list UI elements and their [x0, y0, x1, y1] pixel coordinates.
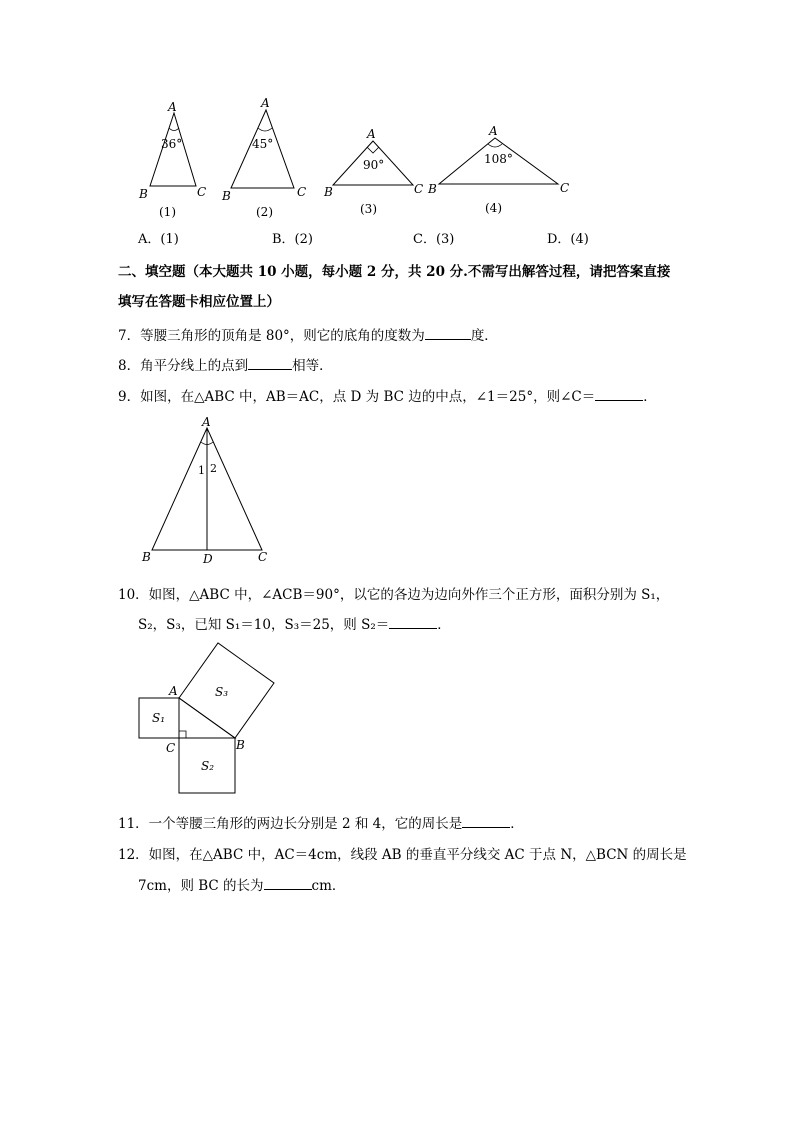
t1-angle-label: 36°	[161, 137, 183, 151]
figure-q9	[130, 410, 290, 570]
t3-left-label: B	[324, 185, 333, 199]
q10-text: S₂，S₃，已知 S₁＝10，S₃＝25，则 S₂＝	[138, 617, 390, 633]
section-heading-line2: 填写在答题卡相应位置上）	[118, 294, 280, 310]
fig9-c-label: C	[258, 550, 268, 564]
option-b: B．(2)	[272, 232, 313, 247]
fig10-s2-label: S₂	[201, 759, 215, 773]
question-12-line2	[138, 874, 345, 894]
q9-suffix: ．	[643, 389, 657, 405]
fig10-b-label: B	[236, 738, 245, 752]
triangle-4	[427, 124, 569, 215]
q11-text: 11．一个等腰三角形的两边长分别是 2 和 4，它的周长是	[118, 816, 463, 832]
option-d: D．(4)	[547, 232, 589, 247]
triangle-3	[323, 127, 423, 216]
fig10-s1-label: S₁	[152, 711, 166, 725]
t2-caption: (2)	[256, 205, 273, 219]
option-c: C．(3)	[413, 232, 455, 247]
fig9-b-label: B	[142, 550, 151, 564]
t2-left-label: B	[222, 189, 231, 203]
t3-angle-label: 90°	[363, 158, 385, 172]
t4-right-label: C	[560, 181, 570, 195]
fig9-a-label: A	[202, 415, 211, 429]
triangle-figures	[0, 0, 794, 230]
q12-answer-blank[interactable]	[264, 876, 312, 890]
t4-caption: (4)	[485, 201, 502, 215]
fig9-angle2-label: 2	[210, 462, 217, 475]
fig10-a-label: A	[169, 684, 178, 698]
t1-apex-label: A	[168, 100, 177, 114]
t3-caption: (3)	[360, 202, 377, 216]
q10-answer-blank[interactable]	[389, 615, 437, 629]
t1-caption: (1)	[159, 205, 176, 219]
t3-right-label: C	[414, 182, 424, 196]
q12-text: 7cm，则 BC 的长为	[138, 878, 264, 894]
q10-suffix: ．	[437, 617, 451, 633]
triangle-2	[221, 96, 306, 219]
question-8	[118, 354, 333, 374]
t1-left-label: B	[139, 187, 148, 201]
question-9	[118, 385, 657, 405]
question-11	[118, 812, 524, 832]
figure-q10	[130, 640, 290, 800]
question-7	[118, 324, 498, 344]
q9-answer-blank[interactable]	[595, 387, 643, 401]
q8-suffix: 相等．	[292, 358, 333, 374]
fig10-s3-label: S₃	[215, 685, 229, 699]
question-10-line1: 10．如图，△ABC 中，∠ACB＝90°，以它的各边为边向外作三个正方形，面积分别为 S₁，	[118, 587, 670, 603]
section-heading-line1: 二、填空题（本大题共 10 小题，每小题 2 分，共 20 分.不需写出解答过程，请把答案直接	[118, 264, 671, 280]
question-12-line1: 12．如图，在△ABC 中，AC＝4cm，线段 AB 的垂直平分线交 AC 于点 N，△BCN 的周长是	[118, 847, 687, 863]
t4-left-label: B	[428, 182, 437, 196]
option-a: A．(1)	[138, 232, 179, 247]
q7-answer-blank[interactable]	[425, 326, 471, 340]
t2-right-label: C	[297, 185, 307, 199]
q7-text: 7．等腰三角形的顶角是 80°，则它的底角的度数为	[118, 328, 425, 344]
t4-apex-label: A	[489, 124, 498, 138]
t2-angle-label: 45°	[252, 137, 274, 151]
question-10-line2	[138, 613, 451, 633]
triangle-1	[138, 100, 206, 219]
q12-suffix: cm．	[311, 878, 346, 894]
q11-suffix: ．	[510, 816, 524, 832]
t4-angle-label: 108°	[484, 152, 513, 166]
fig10-c-label: C	[166, 741, 176, 755]
q7-suffix: 度．	[470, 328, 498, 344]
t2-apex-label: A	[261, 96, 270, 110]
q9-text: 9．如图，在△ABC 中，AB＝AC，点 D 为 BC 边的中点，∠1＝25°，则∠C＝	[118, 389, 596, 405]
fig9-d-label: D	[203, 552, 213, 566]
t1-right-label: C	[197, 185, 207, 199]
q8-text: 8．角平分线上的点到	[118, 358, 249, 374]
q8-answer-blank[interactable]	[248, 356, 292, 370]
fig9-angle1-label: 1	[198, 464, 205, 477]
t3-apex-label: A	[367, 127, 376, 141]
q11-answer-blank[interactable]	[462, 814, 510, 828]
